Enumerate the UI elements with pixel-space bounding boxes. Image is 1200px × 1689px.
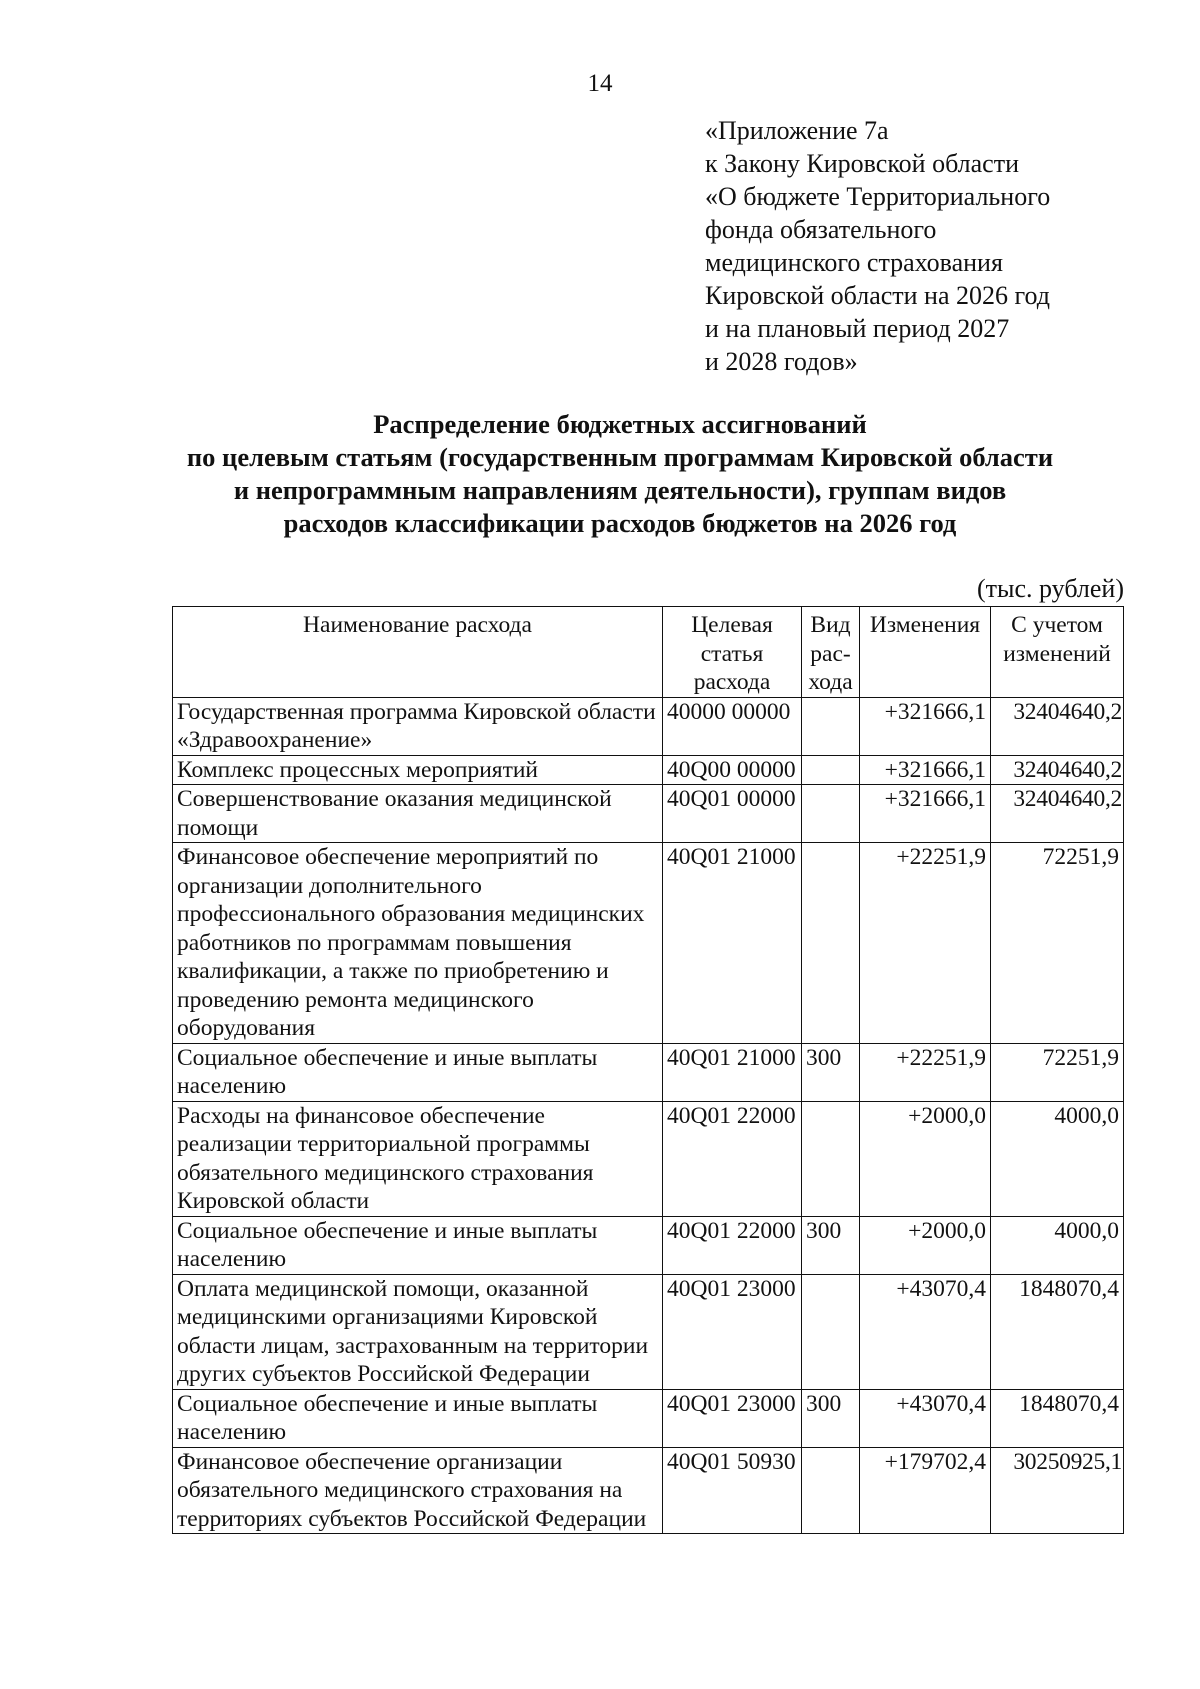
cell-total: 4000,0 [991, 1101, 1124, 1216]
cell-kind: 300 [802, 1216, 860, 1274]
header-change: Изменения [860, 607, 991, 698]
cell-code: 40Q01 50930 [663, 1447, 802, 1534]
title-line: по целевым статьям (государственным программам Кировской области [186, 442, 1054, 472]
cell-code: 40Q01 00000 [663, 785, 802, 843]
header-kind: Вид рас-хода [802, 607, 860, 698]
budget-table [172, 606, 1124, 1534]
cell-name: Комплекс процессных мероприятий [173, 755, 663, 785]
cell-name: Государственная программа Кировской области «Здравоохранение» [173, 697, 663, 755]
annex-line: к Закону Кировской области [705, 149, 1019, 178]
cell-kind [802, 785, 860, 843]
header-code: Целевая статья расхода [663, 607, 802, 698]
cell-code: 40Q01 21000 [663, 843, 802, 1044]
document-title [120, 408, 1120, 540]
cell-name: Финансовое обеспечение мероприятий по организации дополнительного профессионального образования медицинских работников по программам повышения квалификации, а также по приобретению и проведению ремонта медицинского оборудования [173, 843, 663, 1044]
cell-code: 40Q01 22000 [663, 1216, 802, 1274]
cell-change: +321666,1 [860, 697, 991, 755]
cell-change: +22251,9 [860, 843, 991, 1044]
cell-kind [802, 1447, 860, 1534]
cell-kind [802, 755, 860, 785]
cell-total: 1848070,4 [991, 1389, 1124, 1447]
cell-name: Социальное обеспечение и иные выплаты населению [173, 1043, 663, 1101]
annex-heading [705, 114, 1125, 378]
cell-change: +321666,1 [860, 785, 991, 843]
cell-total: 32404640,2 [991, 785, 1124, 843]
annex-line: фонда обязательного [705, 215, 937, 244]
cell-code: 40Q01 22000 [663, 1101, 802, 1216]
table-row [173, 1043, 1124, 1101]
cell-code: 40000 00000 [663, 697, 802, 755]
cell-code: 40Q01 21000 [663, 1043, 802, 1101]
cell-total: 32404640,2 [991, 755, 1124, 785]
cell-name: Расходы на финансовое обеспечение реализации территориальной программы обязательного медицинского страхования Кировской области [173, 1101, 663, 1216]
cell-total: 72251,9 [991, 843, 1124, 1044]
cell-total: 4000,0 [991, 1216, 1124, 1274]
cell-change: +22251,9 [860, 1043, 991, 1101]
cell-change: +43070,4 [860, 1389, 991, 1447]
cell-kind [802, 697, 860, 755]
table-row [173, 697, 1124, 755]
cell-name: Совершенствование оказания медицинской помощи [173, 785, 663, 843]
cell-change: +2000,0 [860, 1216, 991, 1274]
header-total: С учетом изменений [991, 607, 1124, 698]
annex-line: «О бюджете Территориального [705, 182, 1051, 211]
cell-total: 72251,9 [991, 1043, 1124, 1101]
cell-kind [802, 1274, 860, 1389]
cell-total: 1848070,4 [991, 1274, 1124, 1389]
annex-line: Кировской области на 2026 год [705, 281, 1051, 310]
title-line: Распределение бюджетных ассигнований [373, 409, 867, 439]
cell-change: +2000,0 [860, 1101, 991, 1216]
cell-total: 30250925,1 [991, 1447, 1124, 1534]
cell-name: Финансовое обеспечение организации обязательного медицинского страхования на территориях субъектов Российской Федерации [173, 1447, 663, 1534]
table-row [173, 785, 1124, 843]
cell-kind [802, 1101, 860, 1216]
page-number: 14 [587, 70, 613, 97]
table-row [173, 1101, 1124, 1216]
table-row [173, 1216, 1124, 1274]
cell-kind [802, 843, 860, 1044]
cell-code: 40Q00 00000 [663, 755, 802, 785]
cell-change: +43070,4 [860, 1274, 991, 1389]
cell-name: Социальное обеспечение и иные выплаты населению [173, 1216, 663, 1274]
title-line: расходов классификации расходов бюджетов на 2026 год [283, 508, 957, 538]
table-row [173, 1389, 1124, 1447]
cell-name: Социальное обеспечение и иные выплаты населению [173, 1389, 663, 1447]
header-name: Наименование расхода [173, 607, 663, 698]
table-row [173, 843, 1124, 1044]
annex-line: и на плановый период 2027 [705, 314, 1010, 343]
cell-kind: 300 [802, 1043, 860, 1101]
cell-change: +179702,4 [860, 1447, 991, 1534]
annex-line: «Приложение 7а [705, 116, 889, 145]
cell-kind: 300 [802, 1389, 860, 1447]
table-row [173, 755, 1124, 785]
cell-name: Оплата медицинской помощи, оказанной медицинскими организациями Кировской области лицам, застрахованным на территории других субъектов Российской Федерации [173, 1274, 663, 1389]
table-header-row [173, 607, 1124, 698]
cell-total: 32404640,2 [991, 697, 1124, 755]
cell-change: +321666,1 [860, 755, 991, 785]
table-row [173, 1447, 1124, 1534]
title-line: и непрограммным направлениям деятельности), группам видов [233, 475, 1007, 505]
table-row [173, 1274, 1124, 1389]
cell-code: 40Q01 23000 [663, 1389, 802, 1447]
units-label: (тыс. рублей) [976, 574, 1124, 603]
cell-code: 40Q01 23000 [663, 1274, 802, 1389]
annex-line: медицинского страхования [705, 248, 1003, 277]
annex-line: и 2028 годов» [705, 347, 858, 376]
